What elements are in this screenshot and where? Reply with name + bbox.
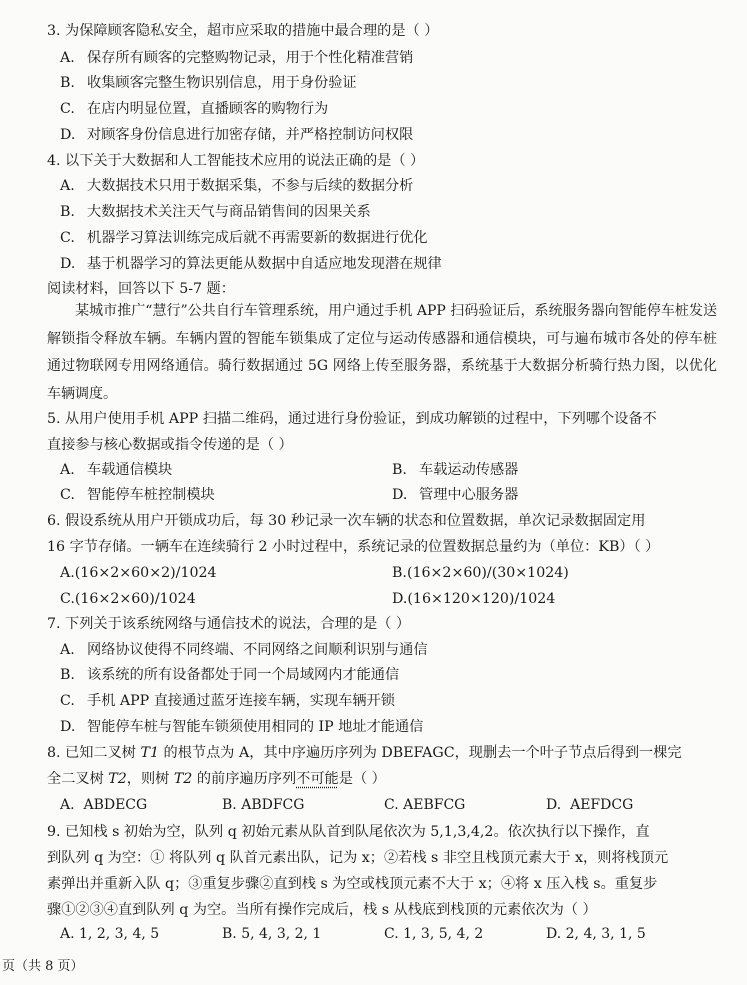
- q6-stem-line1: 6. 假设系统从用户开锁成功后，每 30 秒记录一次车辆的状态和位置数据，单次记录数据固定用: [47, 513, 646, 529]
- q3-stem: 3. 为保障顾客隐私安全，超市应采取的措施中最合理的是（ ）: [47, 23, 439, 39]
- q7-stem: 7. 下列关于该系统网络与通信技术的说法，合理的是（ ）: [47, 616, 411, 632]
- q5-stem-line2: 直接参与核心数据或指令传递的是（ ）: [47, 437, 293, 453]
- q7-option-b: B. 该系统的所有设备都处于同一个局域网内才能通信: [60, 667, 400, 683]
- reading-intro: 阅读材料，回答以下 5-7 题：: [47, 281, 235, 297]
- q8-emphasis: 不可能: [296, 771, 339, 787]
- q3-option-a: A. 保存所有顾客的完整购物记录，用于个性化精准营销: [60, 50, 414, 66]
- q4-option-a: A. 大数据技术只用于数据采集，不参与后续的数据分析: [60, 178, 414, 194]
- q3-option-b: B. 收集顾客完整生物识别信息，用于身份验证: [60, 75, 357, 91]
- q9-option-b: B. 5, 4, 3, 2, 1: [222, 926, 322, 942]
- q9-stem-line2: 到队列 q 为空：① 将队列 q 队首元素出队，记为 x；②若栈 s 非空且栈顶元素大于 x，则将栈顶元: [47, 850, 669, 866]
- q9-option-c: C. 1, 3, 5, 4, 2: [384, 926, 484, 942]
- q3-option-d: D. 对顾客身份信息进行加密存储，并严格控制访问权限: [60, 127, 414, 143]
- q4-stem: 4. 以下关于大数据和人工智能技术应用的说法正确的是（ ）: [47, 153, 425, 169]
- q4-option-d: D. 基于机器学习的算法更能从数据中自适应地发现潜在规律: [60, 256, 442, 272]
- reading-passage: 某城市推广“慧行”公共自行车管理系统，用户通过手机 APP 扫码验证后，系统服务器向智能停车桩发送解锁指令释放车辆。车辆内置的智能车锁集成了定位与运动传感器和通信模块，可与遍布城市各处的停车桩通过物联网专用网络通信。骑行数据通过 5G 网络上传至服务器，系统基于大数据分析骑行热力图，以优化车辆调度。: [47, 303, 717, 402]
- q6-option-c: C.(16×2×60)/1024: [60, 591, 196, 607]
- q8-option-d: D. AEFDCG: [546, 797, 634, 813]
- q9-option-d: D. 2, 4, 3, 1, 5: [546, 926, 646, 942]
- q5-stem-line1: 5. 从用户使用手机 APP 扫描二维码，通过进行身份验证，到成功解锁的过程中，下列哪个设备不: [47, 411, 657, 427]
- q9-option-a: A. 1, 2, 3, 4, 5: [60, 926, 160, 942]
- q3-option-c: C. 在店内明显位置，直播顾客的购物行为: [60, 101, 329, 117]
- q5-option-c: C. 智能停车桩控制模块: [60, 487, 215, 503]
- q5-option-b: B. 车载运动传感器: [392, 462, 519, 478]
- q7-option-c: C. 手机 APP 直接通过蓝牙连接车辆，实现车辆开锁: [60, 693, 395, 709]
- q8-option-b: B. ABDFCG: [222, 797, 305, 813]
- q8-option-c: C. AEBFCG: [384, 797, 466, 813]
- q6-option-b: B.(16×2×60)/(30×1024): [392, 565, 569, 581]
- q9-stem-line3: 素弹出并重新入队 q；③重复步骤②直到栈 s 为空或栈顶元素不大于 x；④将 x 压入栈 s。重复步: [47, 876, 658, 892]
- q9-stem-line4: 骤①②③④直到队列 q 为空。当所有操作完成后，栈 s 从栈底到栈顶的元素依次为（ ）: [47, 902, 597, 918]
- q4-option-b: B. 大数据技术关注天气与商品销售间的因果关系: [60, 204, 371, 220]
- page-footer: 页（共 8 页）: [2, 959, 84, 974]
- q8-stem-line1: 8. 已知二叉树 T1 的根节点为 A，其中序遍历序列为 DBEFAGC，现删去一个叶子节点后得到一棵完: [47, 745, 682, 761]
- q6-option-a: A.(16×2×60×2)/1024: [60, 565, 217, 581]
- q7-option-a: A. 网络协议使得不同终端、不同网络之间顺利识别与通信: [60, 642, 428, 658]
- q9-stem-line1: 9. 已知栈 s 初始为空，队列 q 初始元素从队首到队尾依次为 5,1,3,4,2。依次执行以下操作，直: [47, 824, 650, 840]
- q6-stem-line2: 16 字节存储。一辆车在连续骑行 2 小时过程中，系统记录的位置数据总量约为（单位：KB）（ ）: [47, 539, 660, 555]
- q9-options: [60, 926, 710, 942]
- q5-option-d: D. 管理中心服务器: [392, 487, 519, 503]
- q7-option-d: D. 智能停车桩与智能车锁须使用相同的 IP 地址才能通信: [60, 719, 424, 735]
- q8-option-a: A. ABDECG: [60, 797, 148, 813]
- q5-option-a: A. 车载通信模块: [60, 462, 173, 478]
- q8-stem-line2: 全二叉树 T2，则树 T2 的前序遍历序列不可能是（ ）: [47, 771, 386, 787]
- q4-option-c: C. 机器学习算法训练完成后就不再需要新的数据进行优化: [60, 230, 428, 246]
- q8-options: [60, 797, 710, 813]
- q6-option-d: D.(16×120×120)/1024: [392, 591, 556, 607]
